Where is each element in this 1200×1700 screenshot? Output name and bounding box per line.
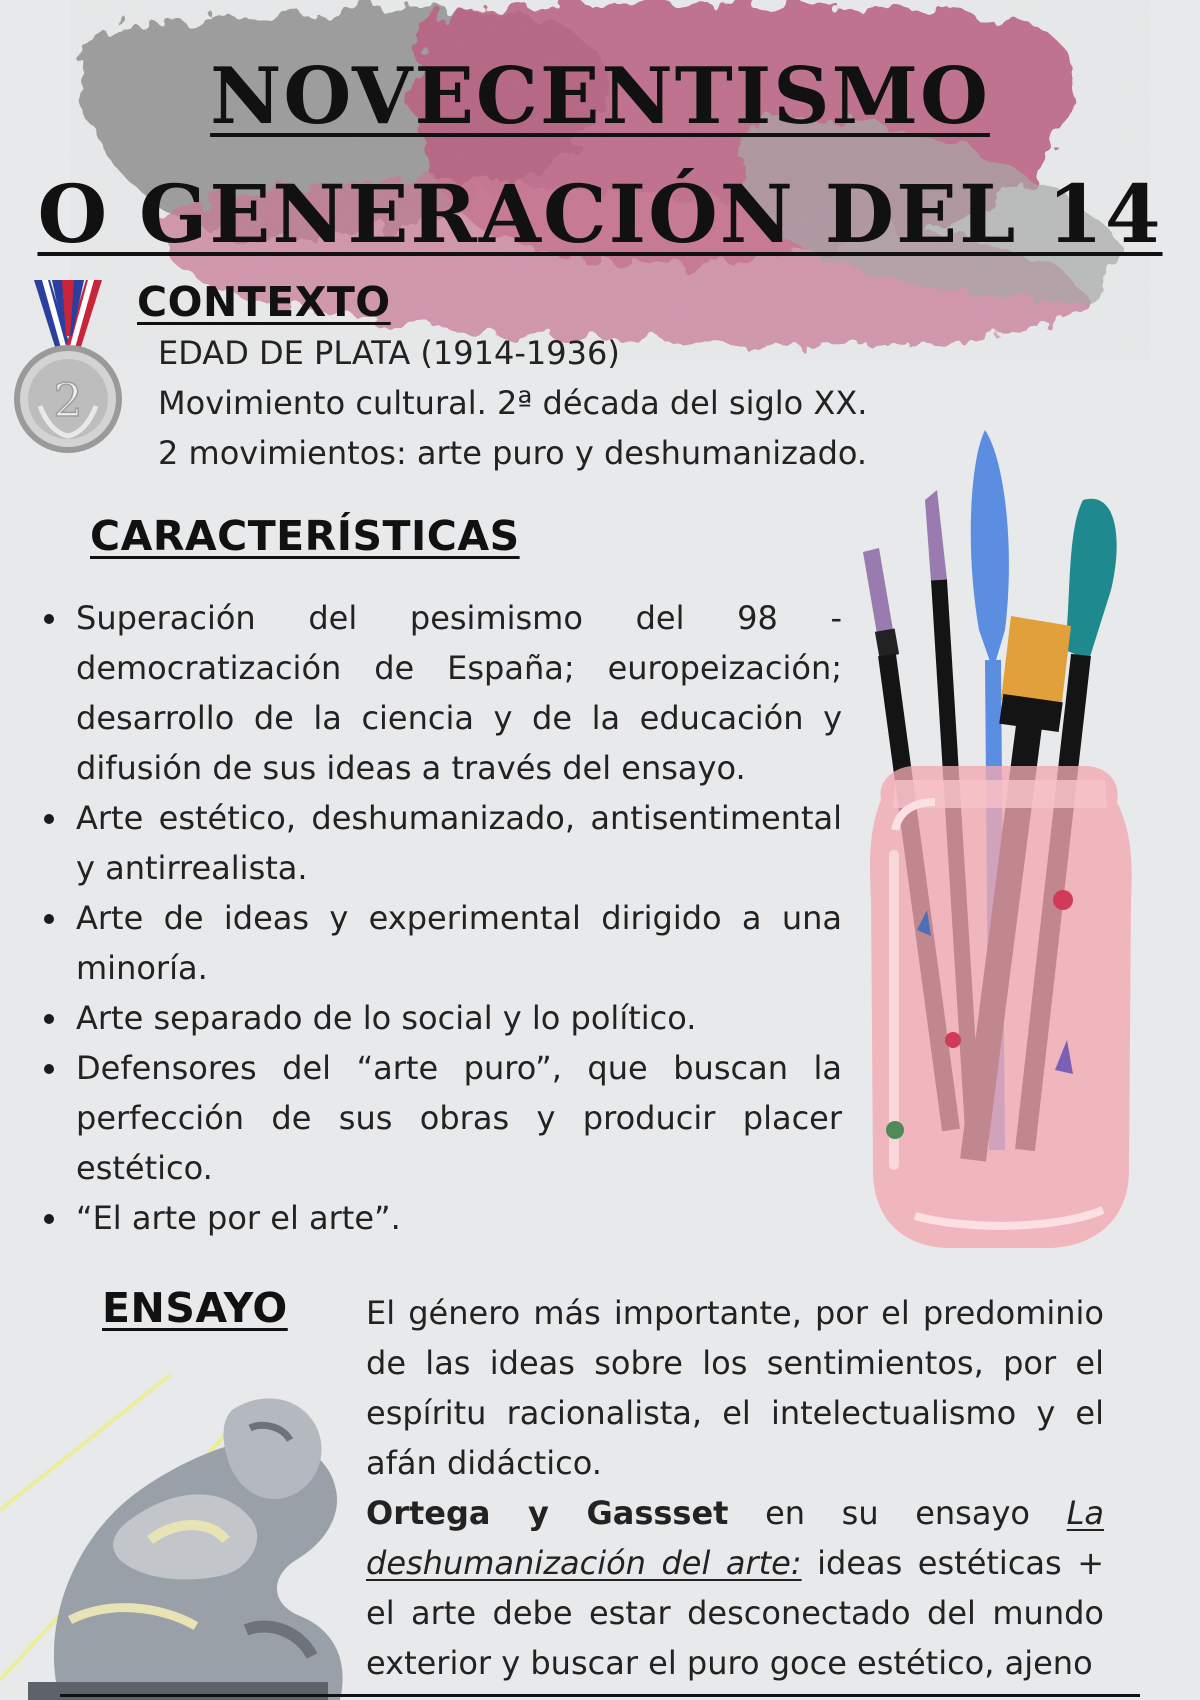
author-name: Ortega y Gassset [366,1494,729,1532]
contexto-lines [158,328,918,478]
paintbrush-jar-illustration [855,430,1145,1260]
caracteristicas-heading: CARACTERÍSTICAS [90,512,520,560]
ensayo-paragraph-1: El género más importante, por el predominio de las ideas sobre los sentimientos, por el espíritu racionalista, el intelectualismo y el afán didáctico. [366,1294,1104,1482]
paragraph-rest: ideas estéticas + el arte debe estar desconectado del mundo exterior y buscar el puro goce estético, ajeno [366,1544,1104,1682]
contexto-line: 2 movimientos: arte puro y deshumanizado. [158,434,868,472]
connector-text: en su ensayo [728,1494,1067,1532]
list-item: Defensores del “arte puro”, que buscan la perfección de sus obras y producir placer estético. [42,1043,842,1193]
list-item: “El arte por el arte”. [42,1193,842,1243]
title-line-2: O GENERACIÓN DEL 14 [37,167,1163,261]
caracteristicas-list [42,593,842,1243]
contexto-line: EDAD DE PLATA (1914-1936) [158,334,620,372]
medal-icon [12,276,124,456]
list-item: Arte estético, deshumanizado, antisentimental y antirrealista. [42,793,842,893]
title-line-1: NOVECENTISMO [210,51,990,142]
contexto-heading: CONTEXTO [137,278,391,326]
thinker-statue-illustration [0,1370,370,1700]
svg-text:2: 2 [53,373,83,427]
ensayo-text [366,1288,1104,1688]
bottom-rule [60,1694,1140,1697]
work-title: La deshumanización del arte: [366,1494,1105,1582]
contexto-line: Movimiento cultural. 2ª década del siglo XX. [158,384,868,422]
ensayo-heading: ENSAYO [102,1284,288,1332]
ensayo-paragraph-2 [366,1488,1104,1688]
list-item: Arte separado de lo social y lo político. [42,993,842,1043]
list-item: Superación del pesimismo del 98 - democratización de España; europeización; desarrollo de la ciencia y de la educación y difusión de sus ideas a través del ensayo. [42,593,842,793]
list-item: Arte de ideas y experimental dirigido a una minoría. [42,893,842,993]
